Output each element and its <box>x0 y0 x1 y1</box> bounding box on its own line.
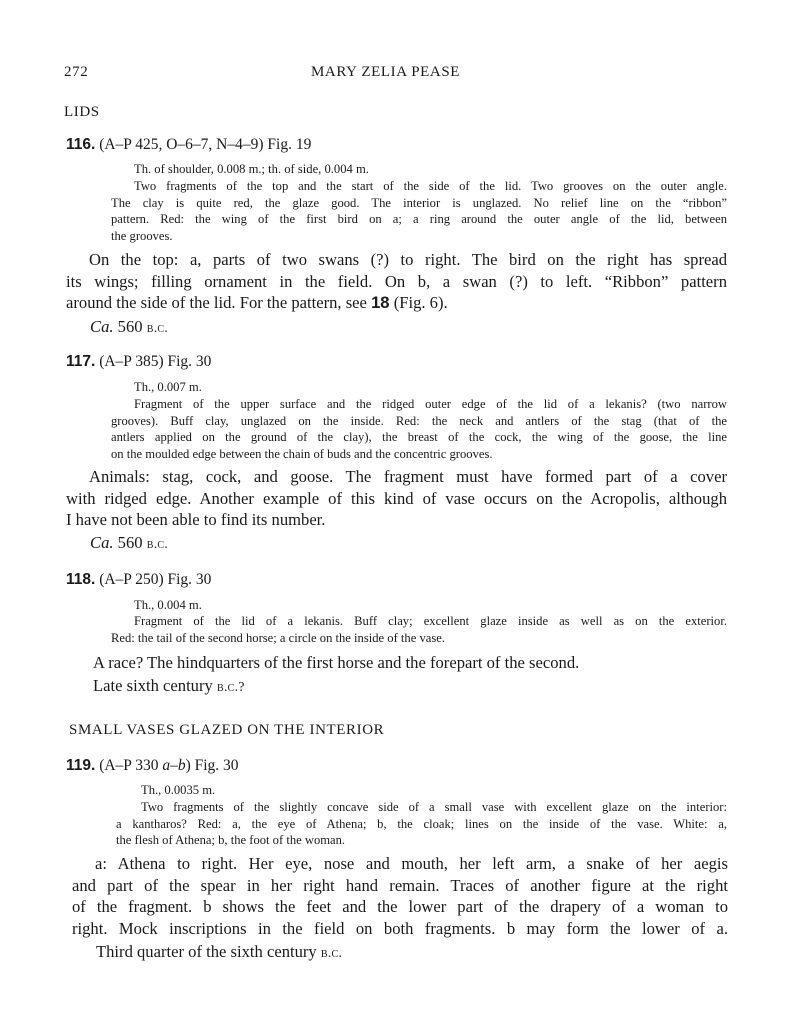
page-number: 272 <box>64 64 89 80</box>
entry-119-body-line-1: a: Athena to right. Her eye, nose and mouth, her left arm, a snake of her aegis <box>95 854 728 873</box>
entry-117-heading <box>66 353 211 371</box>
running-title: MARY ZELIA PEASE <box>311 64 461 80</box>
entry-119-number: 119. <box>66 757 96 774</box>
entry-118-number: 118. <box>66 571 96 588</box>
section-heading-small-vases: SMALL VASES GLAZED ON THE INTERIOR <box>69 722 385 738</box>
entry-119-date: Third quarter of the sixth century b.c. <box>96 942 343 961</box>
entry-116-body-line-2: its wings; filling ornament in the field. On b, a swan (?) to left. “Ribbon” pattern <box>66 271 727 291</box>
entry-118-heading <box>66 571 211 589</box>
entry-117-desc-line-1: Fragment of the upper surface and the ridged outer edge of the lid of a lekanis? (two narrow <box>134 397 727 411</box>
entry-116-thickness: Th. of shoulder, 0.008 m.; th. of side, 0.004 m. <box>134 162 369 176</box>
entry-116-number: 116. <box>66 136 96 153</box>
entry-119-body-line-4: right. Mock inscriptions in the field on both fragments. b may form the lower of a. <box>72 918 728 938</box>
entry-117-body-line-2: with ridged edge. Another example of this kind of vase occurs on the Acropolis, although <box>66 488 727 508</box>
entry-117-body-line-1: Animals: stag, cock, and goose. The fragment must have formed part of a cover <box>89 467 727 486</box>
entry-118-date: Late sixth century b.c.? <box>93 676 245 695</box>
entry-119-desc-line-2: a kantharos? Red: a, the eye of Athena; b, the cloak; lines on the inside of the vase. White: a, <box>116 816 727 831</box>
entry-119-desc-line-1: Two fragments of the slightly concave side of a small vase with excellent glaze on the interior: <box>141 800 727 814</box>
entry-117-description <box>111 396 727 462</box>
entry-119-body <box>72 853 728 939</box>
entry-119-description <box>116 799 727 849</box>
section-heading-lids: LIDS <box>64 104 100 120</box>
entry-117-number: 117. <box>66 353 96 370</box>
entry-116-body <box>66 249 727 314</box>
entry-118-desc-line-1: Fragment of the lid of a lekanis. Buff clay; excellent glaze inside as well as on the exterior. <box>134 614 727 628</box>
entry-116-crossref: 18 <box>371 293 390 313</box>
entry-116-desc-line-1: Two fragments of the top and the start of the side of the lid. Two grooves on the outer angle. <box>134 179 727 193</box>
entry-118-desc-line-2: Red: the tail of the second horse; a circle on the inside of the vase. <box>111 630 445 645</box>
entry-117-date: Ca. 560 b.c. <box>90 533 169 552</box>
entry-119-heading <box>66 757 239 775</box>
entry-119-desc-line-3: the flesh of Athena; b, the foot of the woman. <box>116 833 346 848</box>
entry-118-thickness: Th., 0.004 m. <box>134 598 202 612</box>
entry-117-body <box>66 466 727 531</box>
entry-119-body-line-2: and part of the spear in her right hand remain. Traces of another figure at the right <box>72 875 728 895</box>
entry-118-reference: (A–P 250) Fig. 30 <box>99 571 212 588</box>
entry-116-description <box>111 178 727 244</box>
entry-117-desc-line-3: antlers applied on the ground of the clay), the breast of the cock, the wing of the goose, the line <box>111 430 727 445</box>
entry-118-description <box>111 613 727 646</box>
entry-117-desc-line-2: grooves). Buff clay, unglazed on the inside. Red: the neck and antlers of the stag (that of the <box>111 413 727 428</box>
entry-116-heading <box>66 136 311 154</box>
entry-118-body-line-1: A race? The hindquarters of the first horse and the forepart of the second. <box>93 653 580 672</box>
entry-119-body-line-3: of the fragment. b shows the feet and the lower part of the drapery of a woman to <box>72 897 728 917</box>
entry-116-desc-line-2: The clay is quite red, the glaze good. The interior is unglazed. No relief line on the “ribbon” <box>111 195 727 210</box>
entry-116-date: Ca. 560 b.c. <box>90 317 169 336</box>
entry-119-thickness: Th., 0.0035 m. <box>141 783 216 797</box>
entry-117-thickness: Th., 0.007 m. <box>134 380 202 394</box>
entry-116-body-line-3: around the side of the lid. For the pattern, see 18 (Fig. 6). <box>66 293 448 313</box>
entry-116-body-line-1: On the top: a, parts of two swans (?) to right. The bird on the right has spread <box>89 250 727 269</box>
entry-116-desc-line-3: pattern. Red: the wing of the first bird on a; a ring around the outer angle of the lid, between <box>111 212 727 227</box>
entry-119-reference: (A–P 330 a–b) Fig. 30 <box>99 757 239 774</box>
entry-117-reference: (A–P 385) Fig. 30 <box>99 353 212 370</box>
entry-116-reference: (A–P 425, O–6–7, N–4–9) Fig. 19 <box>99 136 312 153</box>
entry-117-body-line-3: I have not been able to find its number. <box>66 510 326 530</box>
entry-117-desc-line-4: on the moulded edge between the chain of buds and the concentric grooves. <box>111 446 493 461</box>
entry-116-desc-line-4: the grooves. <box>111 228 173 243</box>
